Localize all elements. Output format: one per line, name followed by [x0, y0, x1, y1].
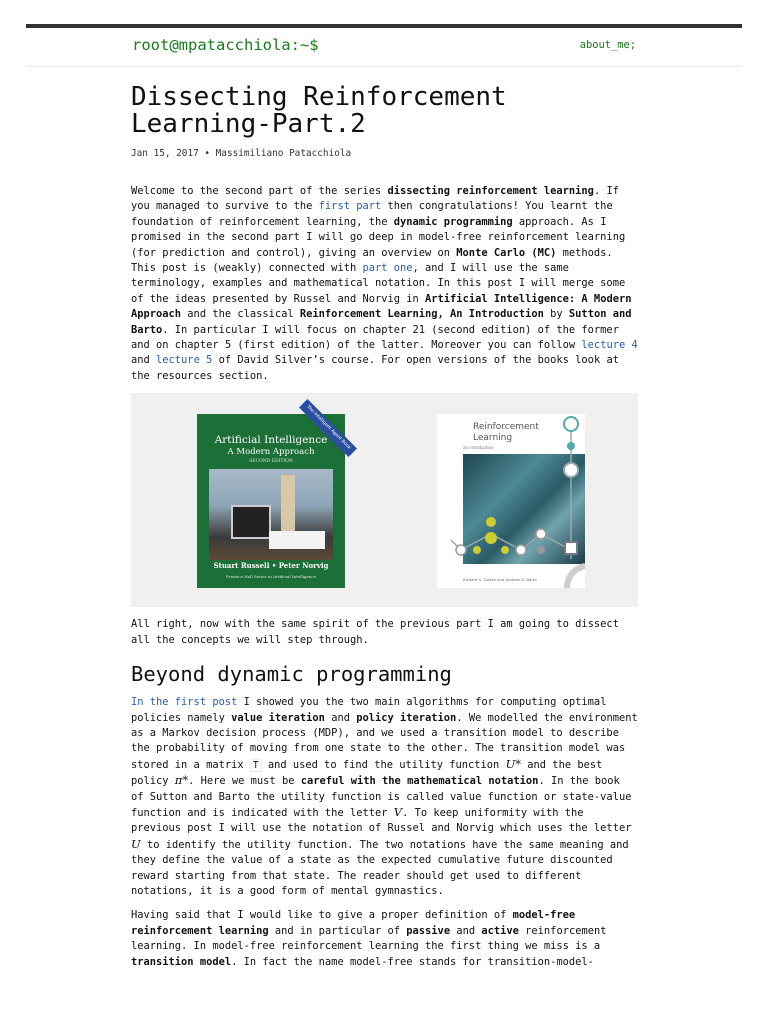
tower-shape [281, 475, 295, 535]
book-title: Artificial Intelligence [214, 434, 328, 447]
lecture-5-link[interactable]: lecture 5 [156, 354, 213, 367]
section-heading: Beyond dynamic programming [131, 662, 452, 687]
math-policy: π* [174, 773, 189, 788]
text: . In the book of Sutton and Barto the utility function is called value function or state-value function and is indicated with the letter [131, 775, 632, 819]
post-meta: Jan 15, 2017 • Massimiliano Patacchiola [131, 148, 352, 159]
book-authors: Stuart Russell • Peter Norvig [213, 561, 329, 571]
text: , and I will use the same terminology, examples and mathematical notation. In this post I will merge some of the ideas presented by Russel and Norvig in [131, 262, 626, 305]
book-title-line: Reinforcement [473, 422, 539, 433]
math-v: V [393, 804, 403, 819]
papers-shape [269, 531, 325, 549]
lecture-4-link[interactable]: lecture 4 [581, 339, 638, 352]
bold-text: policy iteration [356, 711, 457, 724]
post-content [131, 84, 638, 970]
ai-modern-approach-book-cover [197, 404, 352, 588]
text: and in particular of [268, 924, 407, 937]
intro-paragraph [131, 184, 638, 384]
text: approach. As I promised in the second part I will go deep in model-free reinforcement learning (for prediction and control), giving an overview on [131, 215, 626, 259]
post-title: Dissecting Reinforcement Learning-Part.2 [131, 82, 507, 139]
text: . Here we must be [188, 775, 301, 788]
bold-text: careful with the mathematical notation [300, 775, 539, 788]
text: and the best policy [131, 758, 603, 788]
book-edition: SECOND EDITION [249, 459, 293, 465]
text: then congratulations! You learnt the foundation of reinforcement learning, the [131, 200, 613, 228]
text: of David Silver’s course. For open versions of the books look at the resources section. [131, 354, 619, 382]
text: I showed you the two main algorithms for computing optimal policies namely [131, 696, 607, 724]
bold-text: model-free reinforcement learning [131, 909, 576, 937]
part-one-link[interactable]: part one [362, 262, 413, 275]
first-post-link[interactable]: In the first post [131, 696, 238, 709]
text: methods. This post is (weakly) connected with [131, 246, 613, 275]
text: and [324, 711, 357, 724]
bold-text: active [481, 924, 519, 937]
text: to identify the utility function. The two notations have the same meaning and they define the value of a state as the expected cumulative future discounted reward starting from that state. The reader should get used to different notations, it is a good form of mental gymnastics. [131, 838, 629, 897]
book-title-line: Learning [473, 433, 513, 444]
bold-text: transition model [131, 955, 232, 968]
text: reinforcement learning. In model-free reinforcement learning the first thing we miss is a [131, 924, 607, 953]
text: Having said that I would like to give a proper definition of [131, 909, 513, 922]
monitor-shape [231, 505, 271, 539]
bold-text: dynamic programming [393, 215, 513, 228]
bold-text: Reinforcement Learning, An Introduction [299, 308, 544, 321]
math-utility: U* [505, 756, 522, 771]
first-part-link[interactable]: first part [318, 200, 382, 213]
book-authors: Richard S. Sutton and Andrew G. Barto [463, 577, 537, 583]
bold-text: value iteration [231, 711, 325, 724]
book-series: Prentice Hall Series in Artificial Intelligence [225, 574, 317, 580]
books-figure [131, 393, 638, 607]
text: and the classical [181, 308, 300, 321]
book-ribbon: The Intelligent Agent Book [299, 399, 357, 457]
text: and used to find the utility function [261, 758, 506, 771]
text: by [543, 308, 569, 321]
text: and [450, 924, 482, 937]
bold-text: Monte Carlo (MC) [456, 246, 557, 259]
bold-text: dissecting reinforcement learning [387, 185, 594, 197]
book-cover-photo [209, 469, 333, 560]
bold-text: Sutton and Barto [131, 308, 632, 336]
model-free-paragraph [131, 908, 638, 970]
book-subtitle: A Modern Approach [227, 447, 315, 458]
book-subtitle: an introduction [463, 445, 494, 451]
bold-text: Artificial Intelligence: A Modern Approach [131, 292, 632, 321]
text: . We modelled the environment as a Markov decision process (MDP), and we used a transition model to describe the probability of moving from one state to the other. The transition model was stored in a matrix [131, 711, 638, 771]
math-u: U [131, 836, 141, 851]
site-header [26, 28, 742, 67]
text: . To keep uniformity with the previous post I will use the notation of Russel and Norvig which uses the letter [131, 806, 632, 835]
text: . In fact the name model-free stands for transition-model- [231, 955, 594, 968]
rl-introduction-book-cover [437, 414, 585, 588]
about-me-link[interactable]: about_me; [579, 39, 636, 51]
text: . In particular I will focus on chapter 21 (second edition) of the former and on chapter 5 (first edition) of the latter. Moreover you can follow [131, 323, 619, 352]
bold-text: passive [406, 924, 451, 937]
network-graph-icon [437, 414, 585, 588]
site-title-link[interactable]: root@mpatacchiola:~$ [132, 36, 319, 54]
text: Welcome to the second part of the series [131, 185, 388, 197]
math-matrix-t: T [250, 759, 262, 772]
text: . If you managed to survive to the [131, 185, 619, 213]
transition-paragraph: All right, now with the same spirit of the previous part I am going to dissect all the concepts we will step through. [131, 618, 619, 646]
text: and [131, 354, 157, 367]
dynamic-programming-paragraph [131, 695, 638, 899]
